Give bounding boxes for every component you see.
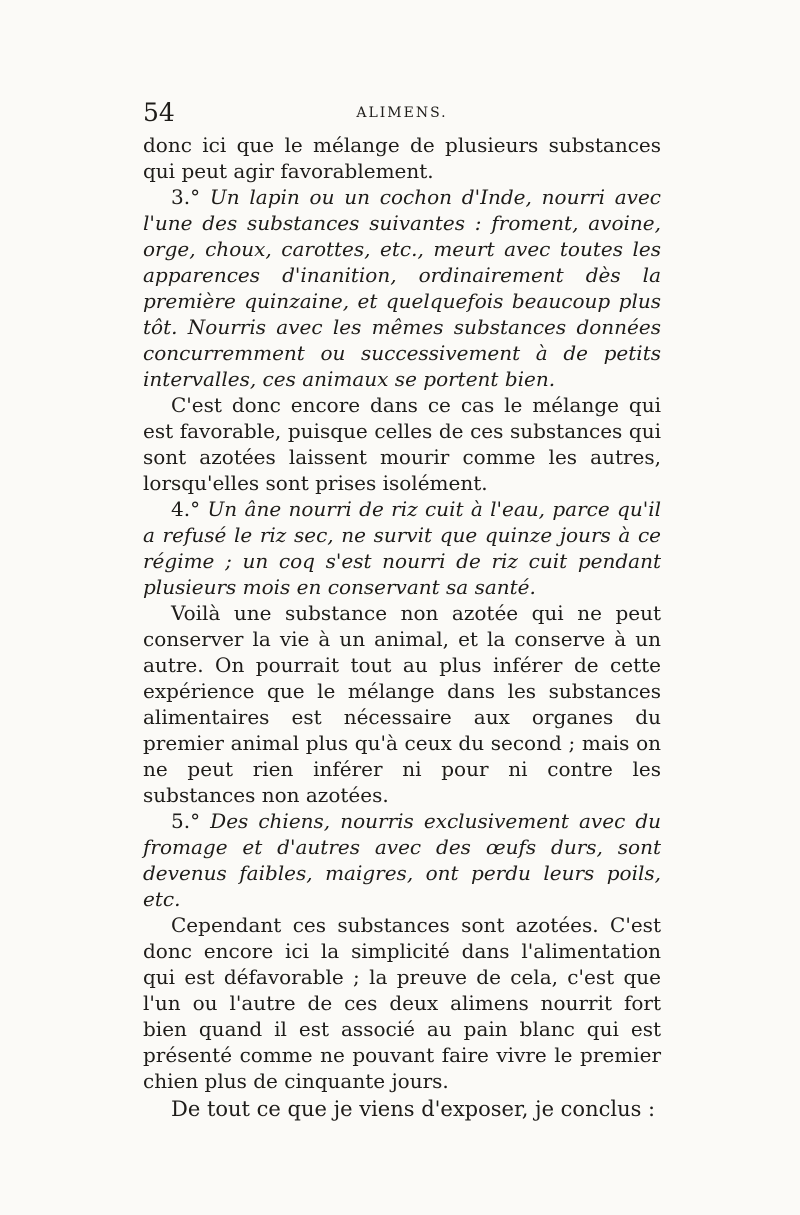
experiment-3-paragraph bbox=[143, 184, 661, 392]
experiment-text: Un lapin ou un cochon d'Inde, nourri avec l'une des substances suivantes : froment, avoine, orge, choux, carottes, etc., meurt avec toutes les apparences d'inanition, ordinairement dès la première quinzaine, et quelquefois beaucoup plus tôt. Nourris avec les mêmes substances données concurremment ou successivement à de petits intervalles, ces animaux se portent bien. bbox=[143, 185, 661, 391]
experiment-number: 4.° bbox=[171, 497, 201, 521]
commentary-paragraph: Voilà une substance non azotée qui ne peut conserver la vie à un animal, et la conserve à un autre. On pourrait tout au plus inférer de cette expérience que le mélange dans les substances alimentaires est nécessaire aux organes du premier animal plus qu'à ceux du second ; mais on ne peut rien inférer ni pour ni contre les substances non azotées. bbox=[143, 601, 661, 807]
commentary-paragraph: C'est donc encore dans ce cas le mélange qui est favorable, puisque celles de ces substances qui sont azotées laissent mourir comme les autres, lorsqu'elles sont prises isolément. bbox=[143, 393, 661, 495]
commentary-paragraph: Cependant ces substances sont azotées. C'est donc encore ici la simplicité dans l'alimentation qui est défavorable ; la preuve de cela, c'est que l'un ou l'autre de ces deux alimens nourrit fort bien quand il est associé au pain blanc qui est présenté comme ne pouvant faire vivre le premier chien plus de cinquante jours. bbox=[143, 913, 661, 1093]
paragraph-continuation: donc ici que le mélange de plusieurs substances qui peut agir favorablement. bbox=[143, 133, 661, 183]
running-title: ALIMENS. bbox=[356, 105, 448, 121]
conclusion-line: De tout ce que je viens d'exposer, je conclus : bbox=[171, 1097, 656, 1121]
experiment-number: 3.° bbox=[171, 185, 201, 209]
experiment-4-paragraph bbox=[143, 496, 661, 600]
page-header bbox=[143, 96, 661, 130]
experiment-text: Des chiens, nourris exclusivement avec du fromage et d'autres avec des œufs durs, sont devenus faibles, maigres, ont perdu leurs poils, etc. bbox=[143, 809, 662, 911]
experiment-text: Un âne nourri de riz cuit à l'eau, parce qu'il a refusé le riz sec, ne survit que quinze jours à ce régime ; un coq s'est nourri de riz cuit pendant plusieurs mois en conservant sa santé. bbox=[143, 497, 661, 599]
body-text bbox=[143, 132, 661, 1122]
page-number: 54 bbox=[143, 98, 175, 127]
experiment-5-paragraph bbox=[143, 808, 661, 912]
experiment-number: 5.° bbox=[171, 809, 201, 833]
